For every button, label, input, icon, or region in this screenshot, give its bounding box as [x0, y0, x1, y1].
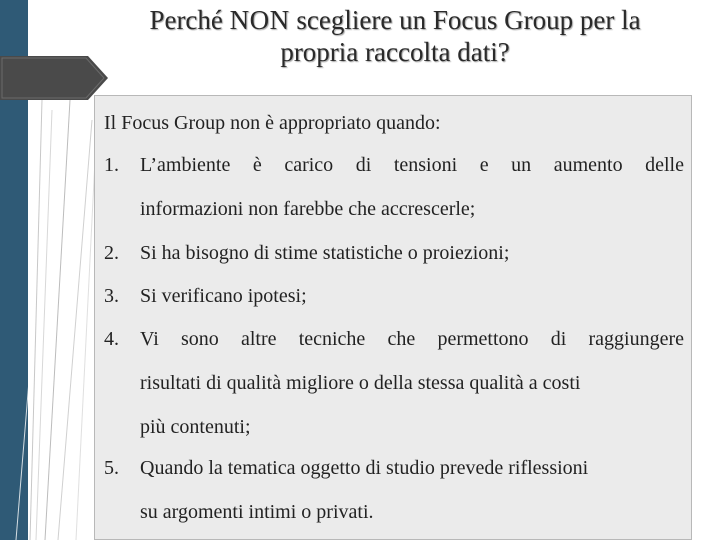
- list-item-5: [104, 455, 684, 525]
- list-number: 3.: [104, 285, 119, 307]
- list-item-line: Quando la tematica oggetto di studio prevede riflessioni: [140, 457, 589, 479]
- list-item-line: Si ha bisogno di stime statistiche o proiezioni;: [140, 242, 510, 264]
- title-line-1: [100, 4, 690, 36]
- list-item-line: più contenuti;: [140, 416, 251, 438]
- intro-prefix: Il Focus Group: [104, 112, 231, 134]
- list-number: 4.: [104, 328, 119, 350]
- slide-title: [100, 4, 690, 68]
- list-item-line: risultati di qualità migliore o della stessa qualità a costi: [140, 372, 581, 394]
- list-item-3: [104, 283, 684, 309]
- list-item-1: [104, 152, 684, 222]
- intro-emphasis: non: [230, 112, 261, 134]
- intro-suffix: è appropriato quando:: [260, 112, 441, 134]
- title-text-end: scegliere un Focus Group per la: [289, 5, 641, 35]
- title-emphasis: NON: [229, 5, 290, 35]
- list-number: 1.: [104, 154, 119, 176]
- list-number: 5.: [104, 457, 119, 479]
- list-item-line: Vi sono altre tecniche che permettono di raggiungere: [140, 328, 684, 350]
- list-item-line: Si verificano ipotesi;: [140, 285, 307, 307]
- list-item-line: su argomenti intimi o privati.: [140, 501, 374, 523]
- list-item-2: [104, 240, 684, 266]
- list-item-line: L’ambiente è carico di tensioni e un aumento delle: [140, 154, 684, 176]
- title-text-start: Perché: [149, 5, 230, 35]
- title-arrow-tab: [0, 56, 108, 100]
- title-line-2: propria raccolta dati?: [280, 37, 510, 67]
- intro-text: [104, 110, 684, 136]
- list-item-4: [104, 326, 684, 440]
- list-item-line: informazioni non farebbe che accrescerle;: [140, 198, 476, 220]
- list-number: 2.: [104, 242, 119, 264]
